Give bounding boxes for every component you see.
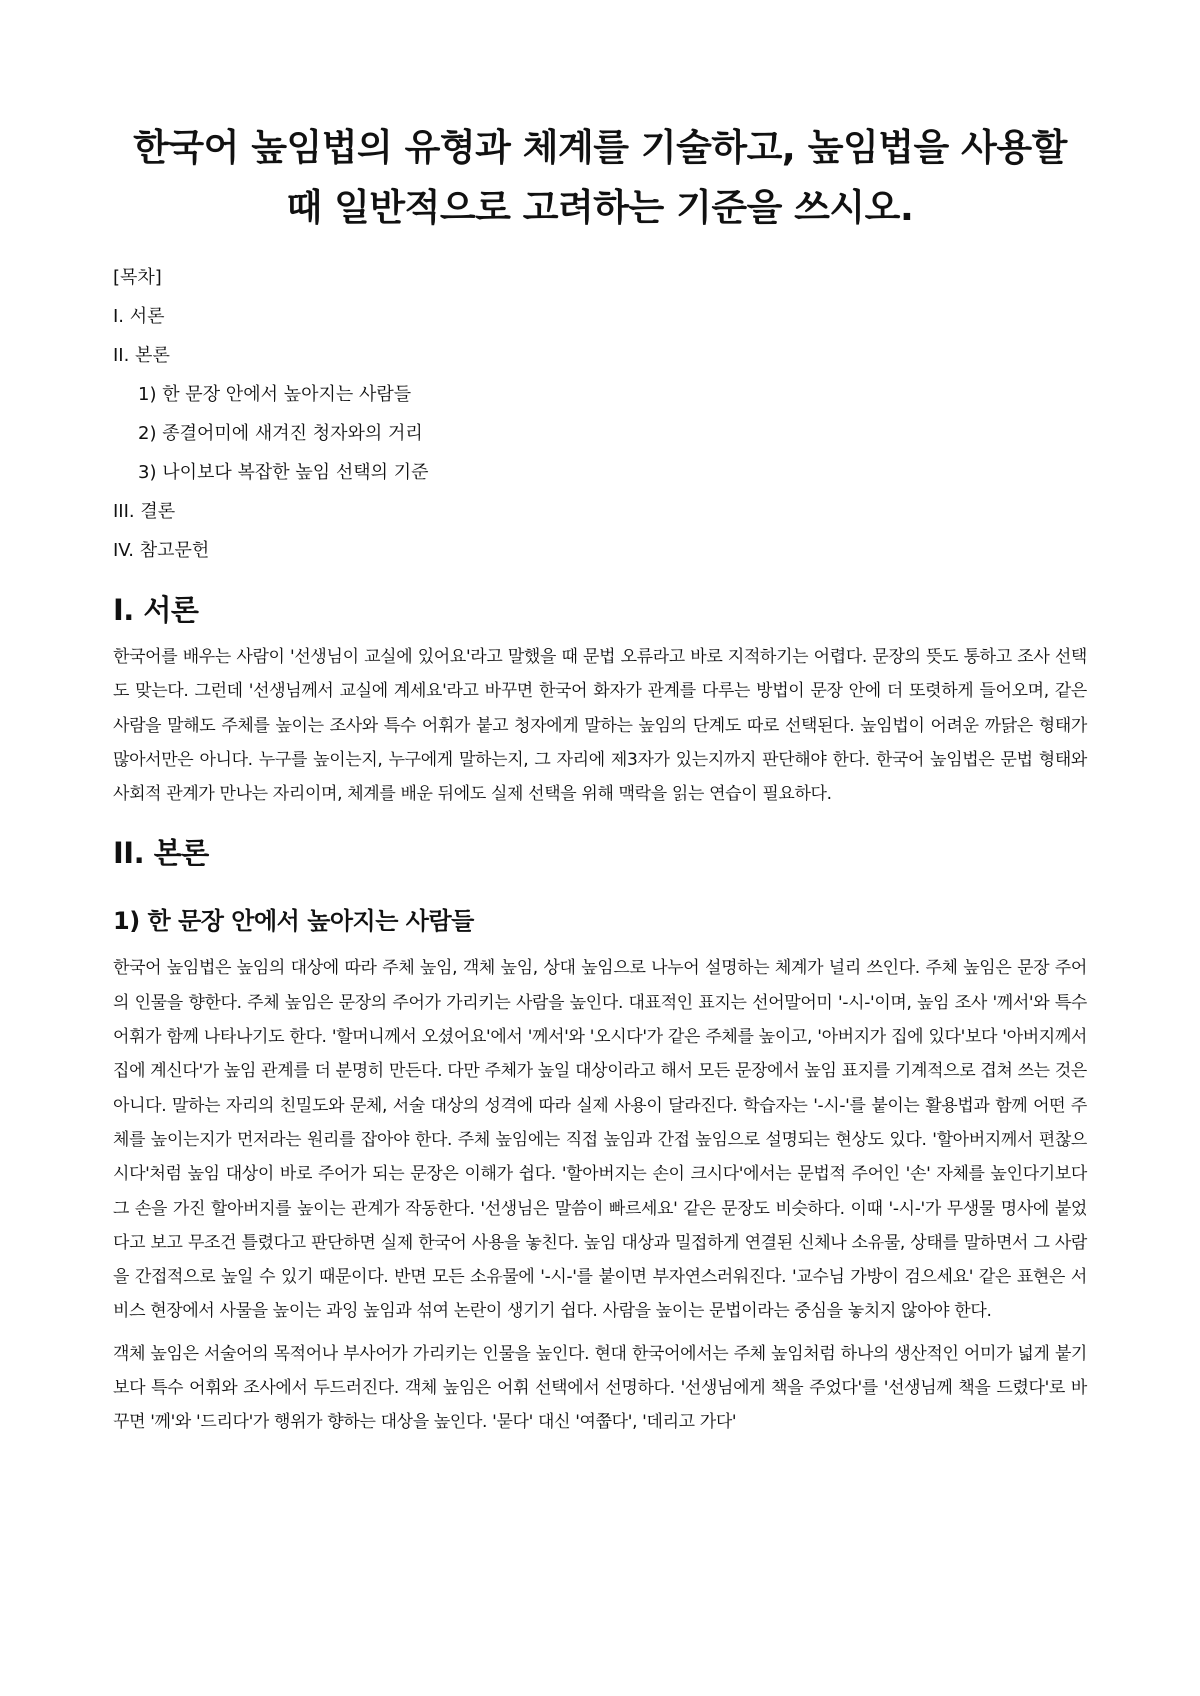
toc-item-conclusion: III. 결론 bbox=[113, 501, 176, 522]
subsection-1-paragraph-1: 한국어 높임법은 높임의 대상에 따라 주체 높임, 객체 높임, 상대 높임으로 나누어 설명하는 체계가 널리 쓰인다. 주체 높임은 문장 주어의 인물을 향한다. 주체 높임은 문장의 주어가 가리키는 사람을 높인다. 대표적인 표지는 선어말어미 '-시-'이며, 높임 조사 '께서'와 특수 어휘가 함께 나타나기도 한다. '할머니께서 오셨어요'에서 '께서'와 '오시다'가 같은 주체를 높이고, '아버지가 집에 있다'보다 '아버지께서 집에 계신다'가 높임 관계를 더 분명히 만든다. 다만 주체가 높일 대상이라고 해서 모든 문장에서 높임 표지를 기계적으로 겹쳐 쓰는 것은 아니다. 말하는 자리의 친밀도와 문체, 서술 대상의 성격에 따라 실제 사용이 달라진다. 학습자는 '-시-'를 붙이는 활용법과 함께 어떤 주체를 높이는지가 먼저라는 원리를 잡아야 한다. 주체 높임에는 직접 높임과 간접 높임으로 설명되는 현상도 있다. '할아버지께서 편찮으시다'처럼 높임 대상이 바로 주어가 되는 문장은 이해가 쉽다. '할아버지는 손이 크시다'에서는 문법적 주어인 '손' 자체를 높인다기보다 그 손을 가진 할아버지를 높이는 관계가 작동한다. '선생님은 말씀이 빠르세요' 같은 문장도 비슷하다. 이때 '-시-'가 무생물 명사에 붙었다고 보고 무조건 틀렸다고 판단하면 실제 한국어 사용을 놓친다. 높임 대상과 밀접하게 연결된 신체나 소유물, 상태를 말하면서 그 사람을 간접적으로 높일 수 있기 때문이다. 반면 모든 소유물에 '-시-'를 붙이면 부자연스러워진다. '교수님 가방이 검으세요' 같은 표현은 서비스 현장에서 사물을 높이는 과잉 높임과 섞여 논란이 생기기 쉽다. 사람을 높이는 문법이라는 중심을 놓치지 않아야 한다. bbox=[113, 958, 1087, 1322]
toc-subitem-2: 2) 종결어미에 새겨진 청자와의 거리 bbox=[138, 423, 423, 444]
toc-subitem-1: 1) 한 문장 안에서 높아지는 사람들 bbox=[138, 384, 412, 405]
intro-heading: I. 서론 bbox=[113, 593, 199, 627]
table-of-contents bbox=[113, 258, 1087, 570]
toc-item-intro: I. 서론 bbox=[113, 306, 165, 327]
body-heading: II. 본론 bbox=[113, 836, 209, 871]
document-title: 한국어 높임법의 유형과 체계를 기술하고, 높임법을 사용할 때 일반적으로 고려하는 기준을 쓰시오. bbox=[133, 126, 1067, 229]
toc-subitem-3: 3) 나이보다 복잡한 높임 선택의 기준 bbox=[138, 462, 429, 483]
intro-paragraph: 한국어를 배우는 사람이 '선생님이 교실에 있어요'라고 말했을 때 문법 오류라고 바로 지적하기는 어렵다. 문장의 뜻도 통하고 조사 선택도 맞는다. 그런데 '선생님께서 교실에 계세요'라고 바꾸면 한국어 화자가 관계를 다루는 방법이 문장 안에 더 또렷하게 들어오며, 같은 사람을 말해도 주체를 높이는 조사와 특수 어휘가 붙고 청자에게 말하는 높임의 단계도 따로 선택된다. 높임법이 어려운 까닭은 형태가 많아서만은 아니다. 누구를 높이는지, 누구에게 말하는지, 그 자리에 제3자가 있는지까지 판단해야 한다. 한국어 높임법은 문법 형태와 사회적 관계가 만나는 자리이며, 체계를 배운 뒤에도 실제 선택을 위해 맥락을 읽는 연습이 필요하다. bbox=[113, 647, 1087, 805]
toc-item-body: II. 본론 bbox=[113, 345, 170, 366]
toc-item-references: IV. 참고문헌 bbox=[113, 540, 210, 561]
subsection-1-heading: 1) 한 문장 안에서 높아지는 사람들 bbox=[113, 907, 474, 936]
subsection-1-paragraph-2: 객체 높임은 서술어의 목적어나 부사어가 가리키는 인물을 높인다. 현대 한국어에서는 주체 높임처럼 하나의 생산적인 어미가 넓게 붙기보다 특수 어휘와 조사에서 두드러진다. 객체 높임은 어휘 선택에서 선명하다. '선생님에게 책을 주었다'를 '선생님께 책을 드렸다'로 바꾸면 '께'와 '드리다'가 행위가 향하는 대상을 높인다. '묻다' 대신 '여쭙다', '데리고 가다' bbox=[113, 1343, 1087, 1433]
toc-label: [목차] bbox=[113, 267, 162, 288]
